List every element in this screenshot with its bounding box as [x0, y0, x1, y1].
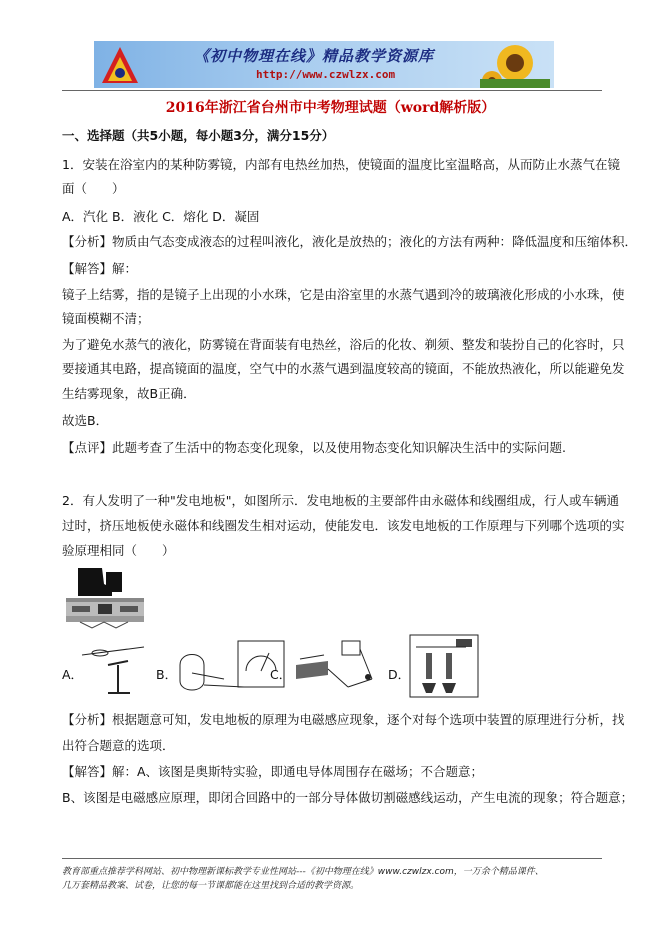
q1-stem-line2: 面（ ）: [62, 181, 125, 196]
q1-analysis: 【分析】物质由气态变成液态的过程叫液化，液化是放热的；液化的方法有两种：降低温度和压缩体积．: [62, 234, 638, 249]
banner-title: 《初中物理在线》精品教学资源库: [194, 47, 435, 65]
q1-answer-line: 镜面模糊不清；: [62, 311, 150, 326]
q1-comment: 【点评】此题考查了生活中的物态变化现象，以及使用物态变化知识解决生活中的实际问题.: [62, 440, 566, 455]
q2-stem-line: 2．有人发明了一种"发电地板"，如图所示．发电地板的主要部件由永磁体和线圈组成，行人或车辆通: [62, 493, 619, 508]
q1-stem-line1: 1．安装在浴室内的某种防雾镜，内部有电热丝加热，使镜面的温度比室温略高，从而防止水蒸气在镜: [62, 157, 620, 172]
option-d-label: D．: [388, 667, 411, 682]
q1-options: A．汽化 B．液化 C．熔化 D．凝固: [62, 209, 260, 224]
electromagnet-experiment-icon: [406, 633, 482, 699]
q1-answer-line: 故选B．: [62, 413, 109, 428]
q2-options-row: [62, 633, 602, 703]
section-heading: 一、选择题（共5小题，每小题3分，满分15分）: [62, 128, 335, 143]
q1-answer-line: 生结雾现象，故B正确．: [62, 386, 196, 401]
site-logo-icon: [100, 45, 140, 85]
option-c-label: C．: [270, 667, 292, 682]
footer-line: 教育部重点推荐学科网站、初中物理新课标教学专业性网站---《初中物理在线》www.czwlzx.com，一万余个精品课件、: [62, 867, 544, 877]
q2-analysis-line: 【分析】根据题意可知，发电地板的原理为电磁感应现象，逐个对每个选项中装置的原理进行分析，找: [62, 712, 625, 727]
q2-answer-line: 【解答】解：A、该图是奥斯特实验，即通电导体周围存在磁场；不合题意；: [62, 764, 484, 779]
q1-answer-line: 要接通其电路，提高镜面的温度，空气中的水蒸气遇到温度较高的镜面，不能放热液化，所以能避免发: [62, 361, 625, 376]
q2-stem-line: 验原理相同（ ）: [62, 543, 175, 558]
generator-floor-figure: [64, 566, 146, 630]
header-rule: [62, 90, 602, 91]
motor-experiment-icon: [288, 635, 382, 699]
sunflower-icon: [480, 41, 550, 88]
document-title: 2016年浙江省台州市中考物理试题（word解析版）: [165, 100, 496, 116]
footer-rule: [62, 858, 602, 859]
oersted-experiment-icon: [78, 637, 148, 697]
q2-analysis-line: 出符合题意的选项．: [62, 738, 175, 753]
q2-answer-line: B、该图是电磁感应原理，即闭合回路中的一部分导体做切割磁感线运动，产生电流的现象；符合题意；: [62, 790, 634, 805]
header-banner: [94, 41, 554, 88]
q2-stem-line: 过时，挤压地板使永磁体和线圈发生相对运动，使能发电．该发电地板的工作原理与下列哪个选项的实: [62, 518, 625, 533]
footer-line: 几万套精品教案、试卷，让您的每一节课都能在这里找到合适的教学资源。: [62, 881, 360, 891]
banner-url: http://www.czwlzx.com: [256, 68, 396, 81]
q1-answer-label: 【解答】解：: [62, 261, 138, 276]
option-b-label: B．: [156, 667, 178, 682]
option-a-label: A．: [62, 667, 84, 682]
q1-answer-line: 镜子上结雾，指的是镜子上出现的小水珠，它是由浴室里的水蒸气遇到冷的玻璃液化形成的小水珠，使: [62, 287, 625, 302]
q1-answer-line: 为了避免水蒸气的液化，防雾镜在背面装有电热丝，浴后的化妆、剃须、整发和装扮自己的化容时，只: [62, 337, 625, 352]
